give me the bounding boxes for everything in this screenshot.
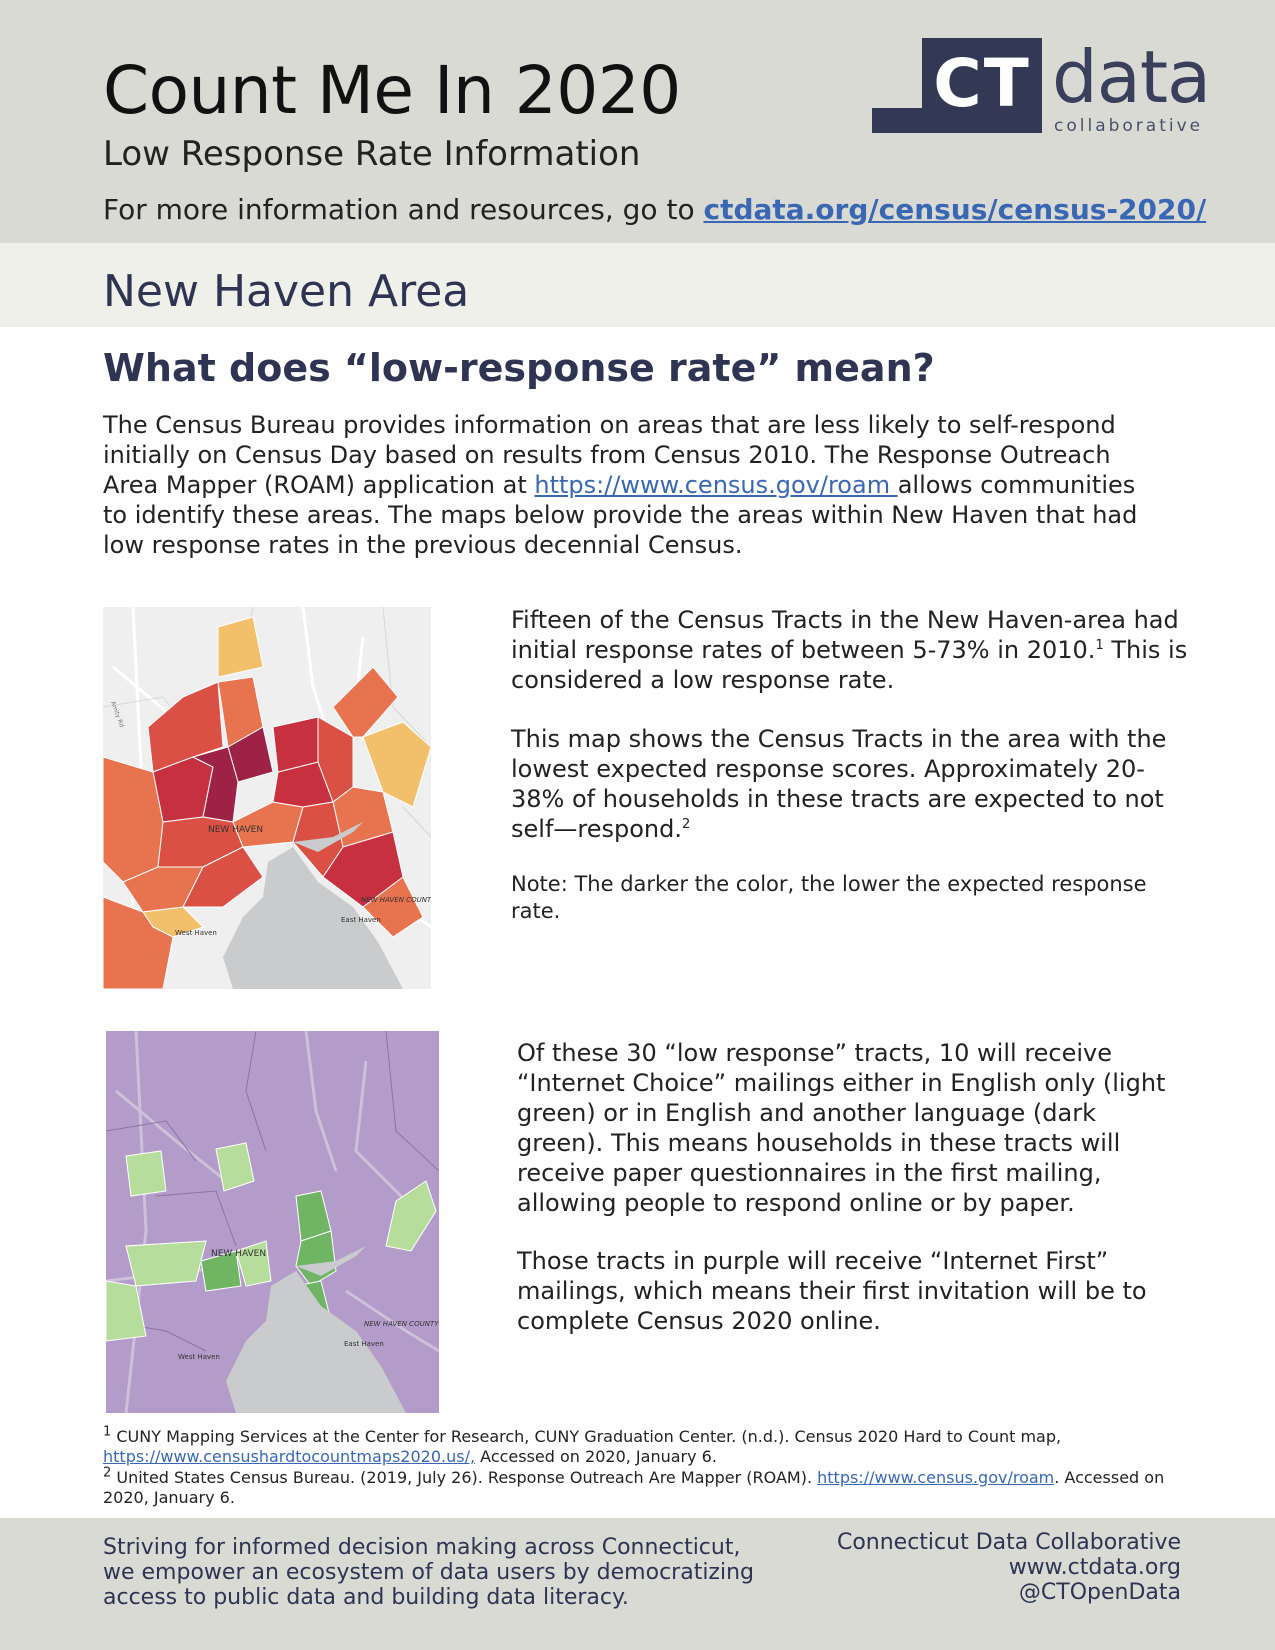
footnote-1-after: Accessed on 2020, January 6. <box>475 1447 717 1466</box>
footnote-2-after: . Accessed on 2020, January 6. <box>103 1468 1165 1507</box>
ctdata-logo <box>872 35 1212 138</box>
roam-link[interactable]: https://www.census.gov/roam <box>534 471 898 499</box>
logo-tagline: collaborative <box>1054 116 1204 136</box>
map-explain-paragraph <box>511 724 1191 844</box>
map-explain-text: This map shows the Census Tracts in the area with the lowest expected response scores. Approximately 20-38% of households in these tracts are expected to not self—respond. <box>511 725 1167 843</box>
footnote-ref-2: 2 <box>682 817 691 832</box>
footnote-2 <box>103 1465 1213 1508</box>
map2-county-label: NEW HAVEN COUNTY <box>364 1320 439 1328</box>
logo-bar <box>872 108 922 133</box>
section-title: What does “low-response rate” mean? <box>103 346 935 390</box>
area-title: New Haven Area <box>103 266 470 317</box>
twitter-handle[interactable]: @CTOpenData <box>1018 1580 1181 1605</box>
census-2020-link[interactable]: ctdata.org/census/census-2020/ <box>703 193 1207 226</box>
logo-mark: CT <box>922 38 1042 133</box>
footnote-2-text: United States Census Bureau. (2019, July 26). Response Outreach Are Mapper (ROAM). <box>111 1468 818 1487</box>
map1-east-haven-label: East Haven <box>341 916 381 924</box>
map1-road-label: Amity Rd <box>109 700 126 729</box>
footnote-ref-1: 1 <box>1095 638 1104 653</box>
internet-choice-paragraph: Of these 30 “low response” tracts, 10 will receive “Internet Choice” mailings either in English only (light green) or in English and another language (dark green). This means households in these tracts will receive paper questionnaires in the first mailing, allowing people to respond online or by paper. <box>517 1039 1166 1217</box>
color-note: Note: The darker the color, the lower the expected response rate. <box>511 872 1147 923</box>
tracts-paragraph <box>511 605 1191 695</box>
response-rate-map <box>103 607 431 989</box>
roam-footnote-link[interactable]: https://www.census.gov/roam <box>817 1468 1055 1487</box>
map2-east-haven-label: East Haven <box>344 1340 384 1348</box>
map1-city-label: NEW HAVEN <box>208 825 264 835</box>
footnote-1-text: CUNY Mapping Services at the Center for Research, CUNY Graduation Center. (n.d.). Census 2020 Hard to Count map, <box>111 1427 1062 1446</box>
website-link[interactable]: www.ctdata.org <box>1008 1555 1181 1580</box>
footnote-2-number: 2 <box>103 1465 112 1481</box>
page-title: Count Me In 2020 <box>103 52 681 129</box>
tracts-text-end: This is considered a low response rate. <box>511 636 1188 694</box>
more-info-text: For more information and resources, go to <box>103 193 704 226</box>
intro-paragraph <box>103 410 1163 560</box>
map2-west-haven-label: West Haven <box>178 1353 220 1361</box>
org-name: Connecticut Data Collaborative <box>836 1530 1181 1555</box>
footnote-1 <box>103 1424 1213 1467</box>
hard-to-count-link[interactable]: https://www.censushardtocountmaps2020.us/, <box>103 1447 476 1466</box>
page-subtitle: Low Response Rate Information <box>103 134 641 174</box>
footnote-1-number: 1 <box>103 1424 112 1440</box>
contact-block <box>837 1530 1181 1605</box>
more-info-line <box>103 193 1206 226</box>
tracts-text: Fifteen of the Census Tracts in the New Haven-area had initial response rates of between 5-73% in 2010. <box>511 606 1179 664</box>
mission-statement: Striving for informed decision making across Connecticut, we empower an ecosystem of data users by democratizing access to public data and building data literacy. <box>103 1535 754 1610</box>
map2-city-label: NEW HAVEN <box>211 1249 267 1259</box>
map1-west-haven-label: West Haven <box>175 929 217 937</box>
logo-word: data <box>1052 35 1211 119</box>
internet-first-paragraph: Those tracts in purple will receive “Internet First” mailings, which means their first invitation will be to complete Census 2020 online. <box>517 1247 1147 1335</box>
intro-text: The Census Bureau provides information on areas that are less likely to self-respond initially on Census Day based on results from Census 2010. The Response Outreach Area Mapper (ROAM) application at <box>103 411 1116 499</box>
intro-text-end: allows communities to identify these areas. The maps below provide the areas within New Haven that had low response rates in the previous decennial Census. <box>103 471 1138 559</box>
mailing-type-map <box>106 1031 439 1413</box>
map1-county-label: NEW HAVEN COUNT <box>361 896 431 904</box>
